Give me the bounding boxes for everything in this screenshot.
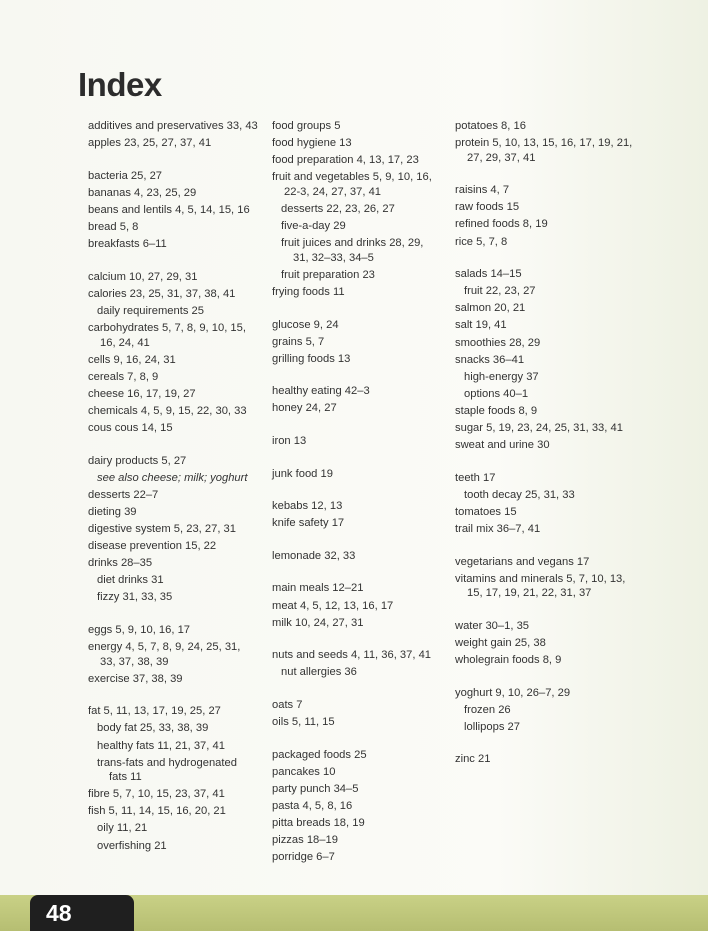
index-entry: cereals 7, 8, 9	[88, 370, 159, 383]
index-entry: desserts 22–7	[88, 488, 159, 501]
index-entry: chemicals 4, 5, 9, 15, 22, 30, 33	[88, 404, 247, 417]
index-entry: junk food 19	[272, 467, 333, 480]
index-entry: pancakes 10	[272, 765, 336, 778]
index-subentry: overfishing 21	[97, 839, 167, 852]
index-subentry: fruit juices and drinks 28, 29, 31, 32–33, 34–5	[281, 237, 424, 264]
index-entry: trail mix 36–7, 41	[455, 522, 541, 535]
index-entry: knife safety 17	[272, 517, 345, 530]
index-entry: food hygiene 13	[272, 137, 352, 150]
index-column-2	[272, 119, 442, 867]
index-entry: staple foods 8, 9	[455, 404, 538, 417]
index-subentry: body fat 25, 33, 38, 39	[97, 722, 209, 735]
index-subentry: tooth decay 25, 31, 33	[464, 488, 575, 501]
index-entry: dieting 39	[88, 505, 137, 518]
index-entry: food preparation 4, 13, 17, 23	[272, 154, 419, 167]
index-entry: vitamins and minerals 5, 7, 10, 13, 15, 17, 19, 21, 22, 31, 37	[455, 572, 626, 600]
index-entry: frying foods 11	[272, 285, 345, 298]
index-entry: salmon 20, 21	[455, 302, 526, 315]
index-entry: nuts and seeds 4, 11, 36, 37, 41	[272, 649, 432, 662]
index-entry: fat 5, 11, 13, 17, 19, 25, 27	[88, 705, 221, 718]
index-column-1	[88, 119, 258, 856]
index-entry: protein 5, 10, 13, 15, 16, 17, 19, 21, 27, 29, 37, 41	[455, 137, 633, 164]
index-subentry: options 40–1	[464, 387, 529, 400]
index-entry: pitta breads 18, 19	[272, 817, 365, 829]
index-entry: iron 13	[272, 435, 307, 447]
index-entry: sweat and urine 30	[455, 439, 550, 452]
index-entry: zinc 21	[455, 753, 491, 766]
index-entry: healthy eating 42–3	[272, 385, 370, 398]
index-entry: dairy products 5, 27	[88, 454, 187, 467]
index-entry: kebabs 12, 13	[272, 500, 343, 513]
index-subentry: lollipops 27	[464, 720, 520, 733]
index-entry: cells 9, 16, 24, 31	[88, 353, 176, 366]
index-subentry: diet drinks 31	[97, 574, 164, 587]
index-subentry: frozen 26	[464, 703, 511, 716]
index-entry: water 30–1, 35	[455, 619, 530, 632]
index-entry: oils 5, 11, 15	[272, 716, 335, 729]
index-entry: exercise 37, 38, 39	[88, 672, 183, 685]
index-entry: yoghurt 9, 10, 26–7, 29	[455, 686, 571, 699]
index-subentry: healthy fats 11, 21, 37, 41	[97, 739, 225, 752]
index-entry: breakfasts 6–11	[88, 238, 167, 251]
index-subentry: daily requirements 25	[97, 304, 204, 317]
index-entry: packaged foods 25	[272, 748, 367, 761]
index-subentry: nut allergies 36	[281, 666, 357, 679]
page-title: Index	[78, 66, 162, 103]
index-entry: food groups 5	[272, 120, 341, 132]
index-entry: bread 5, 8	[88, 220, 139, 233]
index-entry: snacks 36–41	[455, 353, 525, 366]
index-entry: drinks 28–35	[88, 557, 153, 570]
index-subentry: fruit 22, 23, 27	[464, 285, 536, 298]
index-entry: beans and lentils 4, 5, 14, 15, 16	[88, 203, 250, 216]
index-subentry: high-energy 37	[464, 370, 539, 383]
index-entry: calories 23, 25, 31, 37, 38, 41	[88, 287, 236, 300]
index-entry: wholegrain foods 8, 9	[455, 654, 562, 667]
index-subentry: five-a-day 29	[281, 220, 346, 233]
index-entry: fruit and vegetables 5, 9, 10, 16, 22-3, 24, 27, 37, 41	[272, 171, 432, 198]
index-entry: eggs 5, 9, 10, 16, 17	[88, 623, 191, 636]
index-entry: vegetarians and vegans 17	[455, 555, 590, 568]
index-entry: meat 4, 5, 12, 13, 16, 17	[272, 599, 394, 612]
page-number-tab	[30, 895, 134, 931]
index-entry: apples 23, 25, 27, 37, 41	[88, 137, 212, 150]
index-entry: fibre 5, 7, 10, 15, 23, 37, 41	[88, 788, 225, 801]
index-entry: pizzas 18–19	[272, 834, 338, 847]
index-entry: digestive system 5, 23, 27, 31	[88, 522, 237, 535]
index-entry: tomatoes 15	[455, 505, 517, 518]
index-entry: bananas 4, 23, 25, 29	[88, 186, 197, 199]
index-entry: lemonade 32, 33	[272, 549, 356, 562]
index-subentry: desserts 22, 23, 26, 27	[281, 202, 395, 215]
index-entry: weight gain 25, 38	[455, 636, 546, 649]
index-entry: raw foods 15	[455, 201, 520, 214]
index-entry: fish 5, 11, 14, 15, 16, 20, 21	[88, 805, 226, 818]
index-entry: salt 19, 41	[455, 319, 507, 332]
index-entry: rice 5, 7, 8	[455, 235, 508, 248]
index-entry: refined foods 8, 19	[455, 218, 548, 231]
index-entry: potatoes 8, 16	[455, 120, 526, 132]
index-entry: cous cous 14, 15	[88, 422, 173, 434]
index-entry: additives and preservatives 33, 43	[88, 120, 258, 132]
index-entry: smoothies 28, 29	[455, 336, 541, 349]
index-entry: glucose 9, 24	[272, 318, 339, 331]
index-entry: party punch 34–5	[272, 782, 359, 795]
index-entry: salads 14–15	[455, 268, 522, 281]
index-entry: cheese 16, 17, 19, 27	[88, 387, 196, 400]
index-subentry: fruit preparation 23	[281, 268, 375, 281]
index-entry: milk 10, 24, 27, 31	[272, 616, 364, 629]
index-entry: main meals 12–21	[272, 582, 364, 595]
page-number: 48	[46, 900, 72, 926]
index-entry: teeth 17	[455, 471, 496, 484]
index-column-3	[455, 119, 633, 770]
index-entry: raisins 4, 7	[455, 184, 510, 197]
index-entry: pasta 4, 5, 8, 16	[272, 799, 353, 812]
index-entry: energy 4, 5, 7, 8, 9, 24, 25, 31, 33, 37, 38, 39	[88, 641, 241, 668]
index-entry: grains 5, 7	[272, 335, 325, 348]
index-entry: bacteria 25, 27	[88, 169, 163, 182]
index-entry: carbohydrates 5, 7, 8, 9, 10, 15, 16, 24, 41	[88, 321, 246, 349]
index-entry: sugar 5, 19, 23, 24, 25, 31, 33, 41	[455, 422, 623, 434]
index-entry: oats 7	[272, 698, 303, 711]
index-entry: honey 24, 27	[272, 402, 337, 415]
index-subentry: see also cheese; milk; yoghurt	[97, 471, 248, 484]
index-subentry: trans-fats and hydrogenated fats 11	[97, 756, 237, 784]
index-subentry: fizzy 31, 33, 35	[97, 591, 173, 604]
index-entry: porridge 6–7	[272, 851, 335, 864]
index-subentry: oily 11, 21	[97, 822, 148, 835]
index-entry: disease prevention 15, 22	[88, 540, 217, 553]
index-entry: calcium 10, 27, 29, 31	[88, 270, 198, 283]
index-entry: grilling foods 13	[272, 352, 351, 365]
